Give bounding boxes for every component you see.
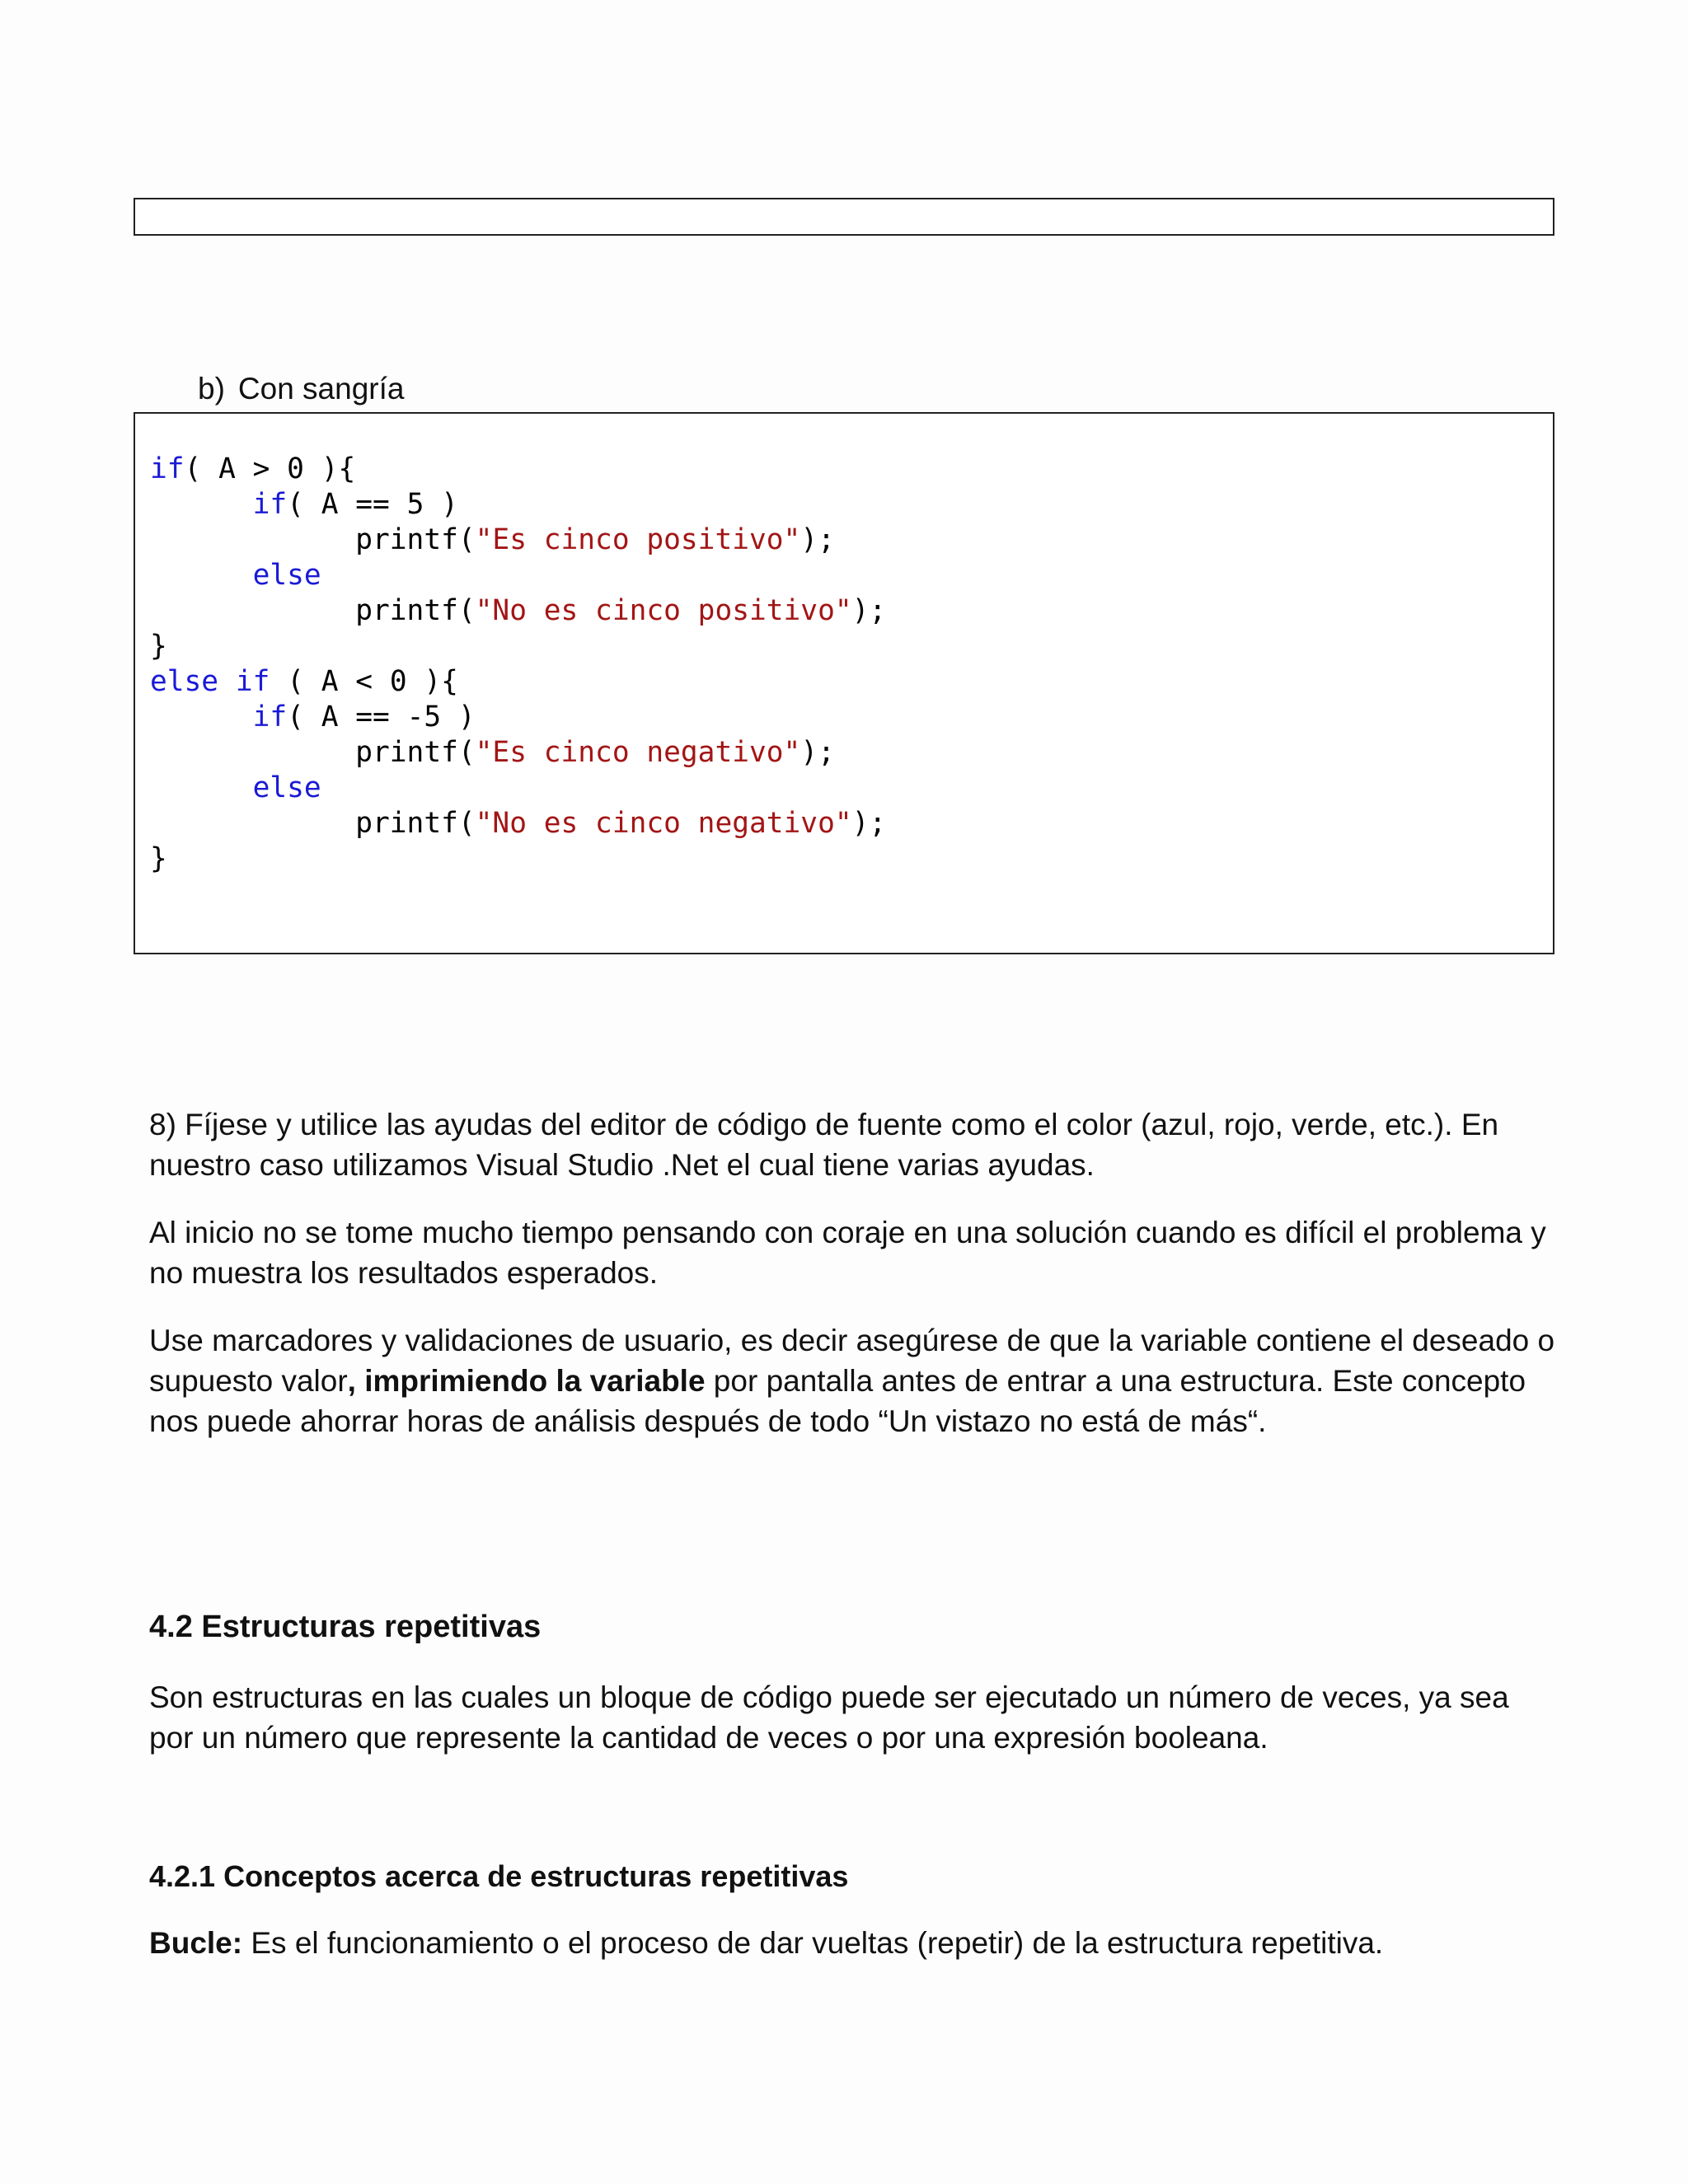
code-string: "Es cinco negativo" bbox=[475, 736, 801, 769]
code-string: "No es cinco positivo" bbox=[475, 594, 852, 627]
code-token bbox=[150, 701, 253, 733]
section-heading-4-2-1: 4.2.1 Conceptos acerca de estructuras repetitivas bbox=[149, 1859, 849, 1893]
definition-text: Es el funcionamiento o el proceso de dar vueltas (repetir) de la estructura repetitiva. bbox=[242, 1926, 1384, 1960]
code-line bbox=[150, 735, 886, 771]
code-token: ( A < 0 ){ bbox=[270, 665, 458, 698]
code-string: "No es cinco negativo" bbox=[475, 807, 852, 840]
code-line bbox=[150, 452, 886, 487]
code-token: ( A == -5 ) bbox=[287, 701, 476, 733]
tip-paragraph-3 bbox=[149, 1320, 1559, 1441]
code-listing bbox=[150, 452, 886, 877]
code-token: } bbox=[150, 842, 167, 875]
code-keyword: if bbox=[150, 452, 185, 485]
code-line bbox=[150, 629, 886, 664]
section-4-2-body: Son estructuras en las cuales un bloque de código puede ser ejecutado un número de veces, ya sea por un número que represente la cantidad de veces o por una expresión booleana. bbox=[149, 1680, 1509, 1755]
tip-paragraph-1: 8) Fíjese y utilice las ayudas del editor de código de fuente como el color (azul, rojo, verde, etc.). En nuestro caso utilizamos Visual Studio .Net el cual tiene varias ayudas. bbox=[149, 1108, 1499, 1182]
code-token: ); bbox=[851, 807, 887, 840]
code-token: printf( bbox=[150, 594, 476, 627]
code-block bbox=[134, 412, 1554, 954]
code-keyword: if bbox=[235, 665, 270, 698]
code-line bbox=[150, 700, 886, 735]
code-token: printf( bbox=[150, 807, 476, 840]
code-string: "Es cinco positivo" bbox=[475, 523, 801, 556]
list-item-label: Con sangría bbox=[237, 372, 405, 405]
tip-p3-text-end: por pantalla antes de entrar a una estructura. Este concepto nos puede ahorrar horas de análisis después de todo “Un vistazo no está de más“. bbox=[149, 1364, 1526, 1438]
code-token: ); bbox=[851, 594, 887, 627]
code-token: } bbox=[150, 630, 167, 663]
code-line bbox=[150, 558, 886, 593]
code-token bbox=[218, 665, 236, 698]
code-token: printf( bbox=[150, 736, 476, 769]
code-keyword: if bbox=[252, 488, 288, 521]
code-line bbox=[150, 593, 886, 629]
code-token: ( A > 0 ){ bbox=[184, 452, 356, 485]
definition-bucle bbox=[149, 1923, 1559, 1963]
section-heading-4-2: 4.2 Estructuras repetitivas bbox=[149, 1610, 542, 1644]
tip-paragraph-2: Al inicio no se tome mucho tiempo pensando con coraje en una solución cuando es difícil el problema y no muestra los resultados esperados. bbox=[149, 1216, 1546, 1290]
code-token: ); bbox=[800, 523, 835, 556]
tip-p3-bold: , imprimiendo la variable bbox=[347, 1364, 706, 1398]
code-token bbox=[150, 771, 253, 804]
code-token: ( A == 5 ) bbox=[287, 488, 458, 521]
code-token bbox=[150, 559, 253, 592]
code-keyword: else bbox=[252, 771, 321, 804]
code-line bbox=[150, 487, 886, 523]
code-line bbox=[150, 771, 886, 806]
code-keyword: else bbox=[252, 559, 321, 592]
tip-p3-text-start: Use marcadores y validaciones de usuario, es decir asegúrese de que la variable contiene el deseado o supuesto valor bbox=[149, 1324, 1555, 1398]
definition-term: Bucle: bbox=[149, 1926, 243, 1960]
code-keyword: else bbox=[150, 665, 219, 698]
code-line bbox=[150, 523, 886, 558]
code-token: printf( bbox=[150, 523, 476, 556]
empty-code-box bbox=[134, 198, 1554, 236]
code-line bbox=[150, 806, 886, 841]
list-item-b bbox=[198, 369, 404, 409]
code-line bbox=[150, 664, 886, 700]
code-token bbox=[150, 488, 253, 521]
code-line bbox=[150, 841, 886, 877]
code-token: ); bbox=[800, 736, 835, 769]
code-keyword: if bbox=[252, 701, 288, 733]
list-marker: b) bbox=[198, 372, 225, 405]
